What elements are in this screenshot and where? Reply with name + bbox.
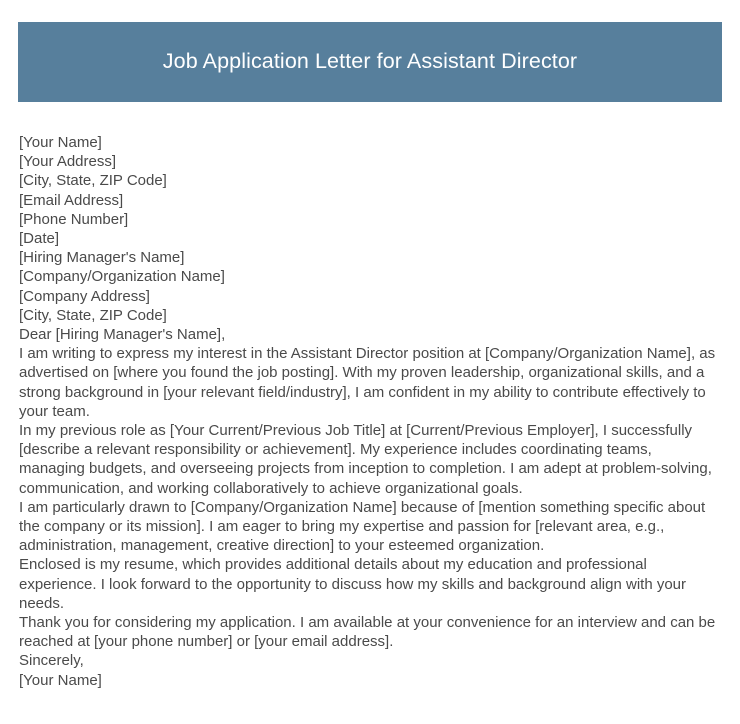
- recipient-address-block: [19, 248, 721, 325]
- letter-closing-block: [19, 651, 721, 689]
- sender-line: [Your Address]: [19, 153, 117, 171]
- sender-line: [City, State, ZIP Code]: [19, 172, 167, 190]
- document-title-banner: [18, 22, 722, 102]
- recipient-line: [Hiring Manager's Name]: [19, 249, 185, 267]
- letter-body: [19, 133, 721, 690]
- letter-paragraph: I am writing to express my interest in the Assistant Director position at [Company/Organization Name], as advertised on [where you found the job posting]. With my proven leadership, organizational skills, and a strong background in [your relevant field/industry], I am confident in my ability to contribute effectively to your team.: [19, 345, 716, 420]
- letter-paragraph: I am particularly drawn to [Company/Organization Name] because of [mention something specific about the company or its mission]. I am eager to bring my expertise and passion for [relevant area, e.g., administration, management, creative direction] to your esteemed organization.: [19, 498, 706, 555]
- sender-line: [Email Address]: [19, 191, 124, 209]
- sender-line: [Your Name]: [19, 134, 102, 151]
- letter-paragraphs: [19, 344, 721, 651]
- document-title: Job Application Letter for Assistant Director: [162, 49, 578, 74]
- sender-line: [Date]: [19, 230, 60, 248]
- sender-line: [Phone Number]: [19, 210, 129, 228]
- signature-name: [Your Name]: [19, 671, 102, 689]
- salutation: Dear [Hiring Manager's Name],: [19, 326, 226, 344]
- recipient-line: [Company Address]: [19, 287, 150, 305]
- letter-paragraph: In my previous role as [Your Current/Previous Job Title] at [Current/Previous Employer], I successfully [describe a relevant responsibility or achievement]. My experience includes coordinating teams, managing budgets, and overseeing projects from inception to completion. I am adept at problem-solving, communication, and working collaboratively to achieve organizational goals.: [19, 422, 712, 497]
- recipient-line: [Company/Organization Name]: [19, 268, 225, 286]
- sender-address-block: [19, 133, 721, 248]
- letter-paragraph: Thank you for considering my application. I am available at your convenience for an interview and can be reached at [your phone number] or [your email address].: [19, 614, 716, 651]
- closing-salutation: Sincerely,: [19, 652, 84, 670]
- recipient-line: [City, State, ZIP Code]: [19, 306, 167, 324]
- letter-paragraph: Enclosed is my resume, which provides additional details about my education and professional experience. I look forward to the opportunity to discuss how my skills and background align with your needs.: [19, 556, 687, 612]
